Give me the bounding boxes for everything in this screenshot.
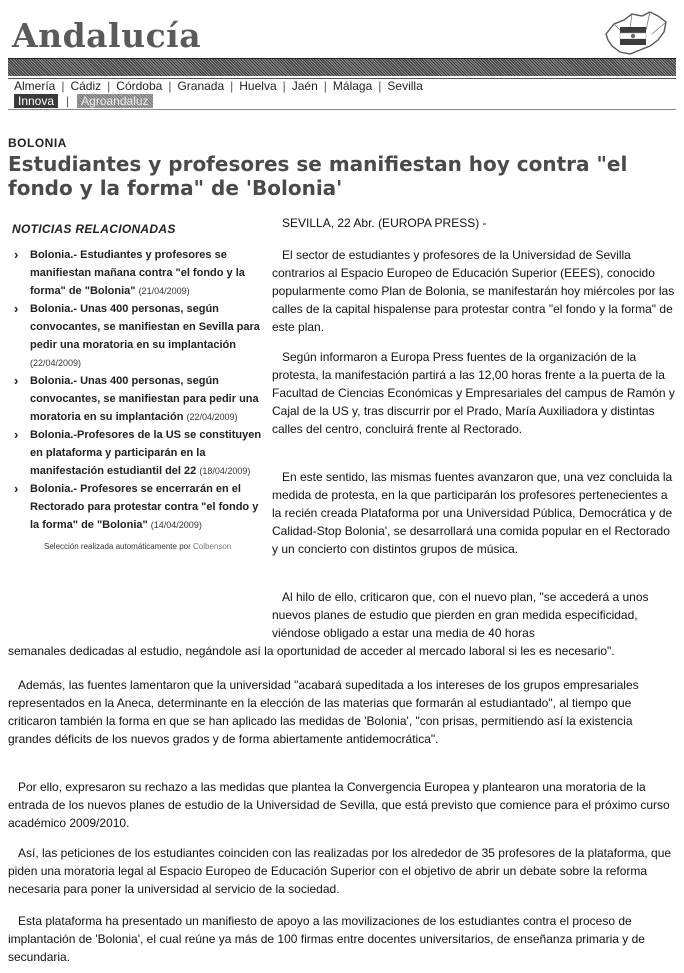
nav-item-cadiz[interactable]: Cádiz	[70, 79, 102, 93]
paragraph-text: Esta plataforma ha presentado un manifiesto de apoyo a las movilizaciones de los estudiantes contra el proceso de implantación de 'Bolonia', el cual reúne ya más de 100 firmas entre docentes universitarios, de enseñanza primaria y de secundaria.	[8, 914, 645, 964]
nav-divider-bottom	[8, 109, 676, 110]
nav-item-granada[interactable]: Granada	[177, 79, 225, 93]
related-news-item	[10, 246, 262, 300]
related-news-item	[10, 300, 262, 372]
chevron-right-icon: ›	[14, 247, 19, 262]
related-news-date: (21/04/2009)	[138, 286, 190, 296]
related-news-link[interactable]: Bolonia.- Unas 400 personas, según convocantes, se manifiestan para pedir una moratoria en su implantación	[30, 375, 259, 423]
article-headline: Estudiantes y profesores se manifiestan hoy contra "el fondo y la forma" de 'Bolonia'	[8, 152, 628, 200]
nav-item-huelva[interactable]: Huelva	[239, 79, 277, 93]
related-news-box	[10, 222, 262, 551]
article-dateline	[272, 214, 676, 232]
nav-separator: |	[61, 79, 65, 93]
related-news-link[interactable]: Bolonia.- Profesores se encerrarán en el Rectorado para protestar contra "el fondo y la forma" de "Bolonia"	[30, 483, 259, 531]
related-news-date: (18/04/2009)	[199, 466, 251, 476]
province-nav	[14, 79, 674, 94]
secondary-nav	[14, 94, 153, 108]
article-paragraph	[272, 246, 676, 336]
section-label: BOLONIA	[8, 136, 67, 150]
related-news-date: (22/04/2009)	[186, 412, 238, 422]
nav-item-almeria[interactable]: Almería	[14, 79, 56, 93]
chevron-right-icon: ›	[14, 301, 19, 316]
paragraph-text: El sector de estudiantes y profesores de la Universidad de Sevilla contrarios al Espacio Europeo de Educación Superior (EEES), conocido popularmente como Plan de Bolonia, se manifestarán hoy miércoles por las calles de la capital hispalense para protestar contra "el fondo y la forma" de este plan.	[272, 248, 675, 334]
credit-brand[interactable]: Colbenson	[192, 542, 232, 551]
paragraph-text: semanales dedicadas al estudio, negándole así la oportunidad de acceder al mercado laboral si les es necesario".	[8, 644, 615, 658]
andalucia-map-logo-icon[interactable]	[600, 10, 670, 58]
paragraph-text: Según informaron a Europa Press fuentes de la organización de la protesta, la manifestación partirá a las 12,00 horas frente a la puerta de la Facultad de Ciencias Económicas y Empresariales del campus de Ramón y Cajal de la US y, tras discurrir por el Prado, María Auxiliadora y distintas calles del centro, concluirá frente al Rectorado.	[272, 350, 675, 436]
article-paragraph	[272, 588, 676, 642]
chevron-right-icon: ›	[14, 481, 19, 496]
article-paragraph	[8, 844, 678, 898]
article-paragraph	[8, 778, 678, 832]
paragraph-text: Además, las fuentes lamentaron que la universidad "acabará supeditada a los intereses de los grupos empresariales representados en la Aneca, determinante en la elección de las materias que formarán al estudiantado", al tiempo que criticaron también la forma en que se han aplicado las medidas de 'Bolonia', "con prisas, permitiendo así la existencia grandes déficits de los nuevos grados y de forma abiertamente antidemocrática".	[8, 678, 639, 746]
paragraph-text: Al hilo de ello, criticaron que, con el nuevo plan, "se accederá a unos nuevos planes de estudio que pierden en gran medida especificidad, viéndose obligado a estar una media de 40 horas	[272, 590, 649, 640]
nav-item-innova[interactable]: Innova	[14, 94, 58, 108]
site-header	[8, 6, 676, 56]
article-paragraph	[272, 348, 676, 438]
related-news-link[interactable]: Bolonia.- Unas 400 personas, según convocantes, se manifiestan en Sevilla para pedir una moratoria en su implantación	[30, 303, 260, 351]
nav-item-jaen[interactable]: Jaén	[291, 79, 318, 93]
header-band	[8, 58, 676, 76]
chevron-right-icon: ›	[14, 427, 19, 442]
related-news-credit	[10, 542, 262, 551]
nav-separator: |	[282, 79, 286, 93]
related-news-date: (14/04/2009)	[150, 520, 202, 530]
nav-item-cordoba[interactable]: Córdoba	[116, 79, 163, 93]
nav-separator: |	[66, 94, 70, 108]
dateline-text: SEVILLA, 22 Abr. (EUROPA PRESS) -	[282, 216, 487, 230]
nav-item-malaga[interactable]: Málaga	[332, 79, 373, 93]
article-paragraph-continued	[8, 642, 678, 660]
related-news-date: (22/04/2009)	[30, 358, 82, 368]
nav-separator: |	[230, 79, 234, 93]
nav-separator: |	[323, 79, 327, 93]
nav-separator: |	[168, 79, 172, 93]
related-news-link[interactable]: Bolonia.- Estudiantes y profesores se manifiestan mañana contra "el fondo y la forma" de "Bolonia"	[30, 249, 245, 297]
related-news-item	[10, 426, 262, 480]
paragraph-text: Así, las peticiones de los estudiantes coinciden con las realizadas por los alrededor de 35 profesores de la plataforma, que piden una moratoria legal al Espacio Europeo de Educación Superior con el objetivo de abrir un debate sobre la reforma necesaria para poner la universidad al servicio de la sociedad.	[8, 846, 672, 896]
related-news-item	[10, 372, 262, 426]
chevron-right-icon: ›	[14, 373, 19, 388]
nav-item-agroandaluz[interactable]: Agroandaluz	[77, 94, 152, 108]
nav-separator: |	[378, 79, 382, 93]
credit-text: Selección realizada automáticamente por	[44, 542, 191, 551]
site-title[interactable]: Andalucía	[12, 16, 202, 55]
paragraph-text: Por ello, expresaron su rechazo a las medidas que plantea la Convergencia Europea y plantearon una moratoria de la entrada de los nuevos planes de estudio de la Universidad de Sevilla, que está previsto que comience para el próximo curso académico 2009/2010.	[8, 780, 670, 830]
related-news-link[interactable]: Bolonia.-Profesores de la US se constituyen en plataforma y participarán en la manifestación estudiantil del 22	[30, 429, 262, 477]
article-paragraph	[8, 912, 678, 966]
nav-separator: |	[107, 79, 111, 93]
related-news-item	[10, 480, 262, 534]
article-paragraph	[272, 468, 676, 558]
article-paragraph	[8, 676, 678, 748]
paragraph-text: En este sentido, las mismas fuentes avanzaron que, una vez concluida la medida de protesta, en la que participarán los profesores pertenecientes a la recién creada Plataforma por una Universidad Pública, Democrática y de Calidad-Stop Bolonia', se desarrollará una comida popular en el Rectorado y un concierto con distintos grupos de música.	[272, 470, 673, 556]
related-news-title: NOTICIAS RELACIONADAS	[12, 222, 176, 236]
nav-item-sevilla[interactable]: Sevilla	[387, 79, 423, 93]
